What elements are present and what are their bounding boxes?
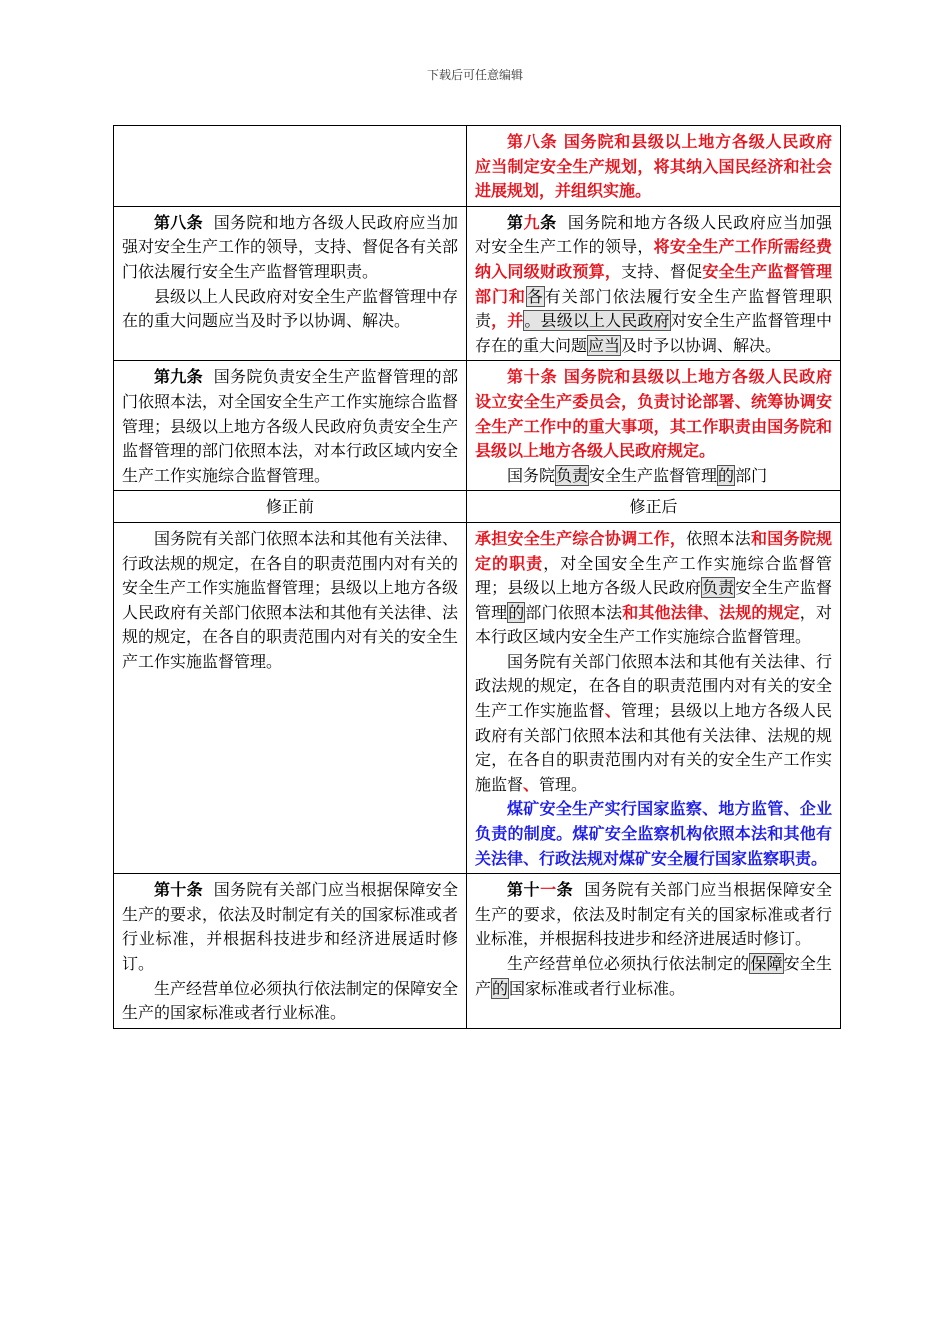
article-number: 第九条 xyxy=(154,367,203,387)
article-paragraph: 承担安全生产综合协调工作，依照本法和国务院规定的职责，对全国安全生产工作实施综合监督管理；县级以上地方各级人民政府负责安全生产监督管理的部门依照本法和其他法律、法规的规定，对本行政区域内安全生产工作实施综合监督管理。 xyxy=(475,528,832,647)
article-paragraph: 国务院负责安全生产监督管理的部门 xyxy=(507,465,768,485)
page-header-note: 下载后可任意编辑 xyxy=(426,68,523,82)
article-paragraph: 生产经营单位必须执行依法制定的保障安全生产的国家标准或者行业标准。 xyxy=(122,978,459,1023)
article-text: 第八条 国务院和县级以上地方各级人民政府应当制定安全生产规划，将其纳入国民经济和社会进展规划，并组织实施。 xyxy=(475,132,832,201)
table-row xyxy=(114,522,841,873)
column-header-before: 修正前 xyxy=(114,491,467,523)
deleted-text: 应当 xyxy=(588,335,621,355)
added-text: ，并 xyxy=(491,311,524,331)
table-header-row xyxy=(114,491,841,523)
article-number: 第九条 xyxy=(507,212,557,232)
article-paragraph: 第九条 国务院负责安全生产监督管理的部门依照本法，对全国安全生产工作实施综合监督管理；县级以上地方各级人民政府负责安全生产监督管理的部门依照本法，对本行政区域内安全生产工作实施综合监督管理。 xyxy=(122,367,459,485)
article-paragraph: 国务院有关部门依照本法和其他有关法律、行政法规的规定，在各自的职责范围内对有关的安全生产工作实施监督管理；县级以上地方各级人民政府有关部门依照本法和其他有关法律、法规的规定，在各自的职责范围内对有关的安全生产工作实施监督管理。 xyxy=(122,528,459,671)
cell-before-empty xyxy=(114,126,467,207)
article-number: 第十条 xyxy=(154,880,203,900)
deleted-text: 保障 xyxy=(750,954,783,973)
column-header-after: 修正后 xyxy=(467,491,841,523)
table-row xyxy=(114,361,841,491)
article-paragraph: 县级以上人民政府对安全生产监督管理中存在的重大问题应当及时予以协调、解决。 xyxy=(122,286,459,331)
added-text: 和其他法律、法规的规定 xyxy=(622,602,800,622)
cell-before xyxy=(114,874,467,1029)
article-number: 第十一条 xyxy=(507,880,574,900)
article-paragraph xyxy=(122,211,458,285)
added-text-blue: 煤矿安全生产实行国家监察、地方监管、企业负责的制度。煤矿安全监察机构依照本法和其他有关法律、行政法规对煤矿安全履行国家监察职责。 xyxy=(475,799,832,868)
cell-after xyxy=(467,874,841,1029)
cell-after xyxy=(467,522,841,873)
added-text: 安全生产监督管理部门和 xyxy=(475,261,832,306)
deleted-text: 负责 xyxy=(556,465,589,485)
deleted-text: 负责 xyxy=(701,578,735,598)
cell-after xyxy=(467,126,841,207)
article-paragraph: 第十条 国务院有关部门应当根据保障安全生产的要求，依法及时制定有关的国家标准或者行业标准，并根据科技进步和经济进展适时修订。 xyxy=(122,880,459,973)
table-row xyxy=(114,126,841,207)
deleted-text: 的 xyxy=(492,978,509,998)
cell-before xyxy=(114,522,467,873)
cell-after xyxy=(467,361,841,491)
cell-after xyxy=(467,206,841,361)
table-row xyxy=(114,874,841,1029)
article-text: 国务院和地方各级人民政府应当加强对安全生产工作的领导，支持、督促各有关部门依法履行安全生产监督管理职责。 xyxy=(122,212,459,281)
comparison-table xyxy=(113,125,841,1029)
article-text: 第十条 国务院和县级以上地方各级人民政府设立安全生产委员会，负责讨论部署、统筹协调安全生产工作中的重大事项，其工作职责由国务院和县级以上地方各级人民政府规定。 xyxy=(475,367,832,461)
article-paragraph: 第十一条 国务院有关部门应当根据保障安全生产的要求，依法及时制定有关的国家标准或者行业标准，并根据科技进步和经济进展适时修订。 xyxy=(475,880,832,949)
deleted-text: 各 xyxy=(526,286,544,306)
article-number: 第八条 xyxy=(154,212,203,232)
added-text: 和国务院规定的职责 xyxy=(475,528,832,573)
cell-before xyxy=(114,206,467,361)
article-paragraph: 第九条 国务院和地方各级人民政府应当加强对安全生产工作的领导，将安全生产工作所需经费纳入同级财政预算，支持、督促安全生产监督管理部门和各有关部门依法履行安全生产监督管理职责，并。县级以上人民政府对安全生产监督管理中存在的重大问题应当及时予以协调、解决。 xyxy=(475,212,832,355)
deleted-text: 的 xyxy=(718,465,735,485)
article-paragraph: 国务院有关部门依照本法和其他有关法律、行政法规的规定，在各自的职责范围内对有关的安全生产工作实施监督、管理；县级以上地方各级人民政府有关部门依照本法和其他有关法律、法规的规定，在各自的职责范围内对有关的安全生产工作实施监督、管理。 xyxy=(475,651,832,794)
article-paragraph: 生产经营单位必须执行依法制定的保障安全生产的国家标准或者行业标准。 xyxy=(475,954,832,998)
added-text: 、 xyxy=(523,774,540,794)
added-text: 承担安全生产综合协调工作， xyxy=(475,528,687,548)
added-text: 将安全生产工作所需经费纳入同级财政预算， xyxy=(475,237,832,281)
deleted-text: 的 xyxy=(508,602,525,622)
table-row xyxy=(114,206,841,361)
added-text: 、 xyxy=(604,701,622,721)
cell-before xyxy=(114,361,467,491)
deleted-text: 。县级以上人民政府 xyxy=(524,311,670,331)
